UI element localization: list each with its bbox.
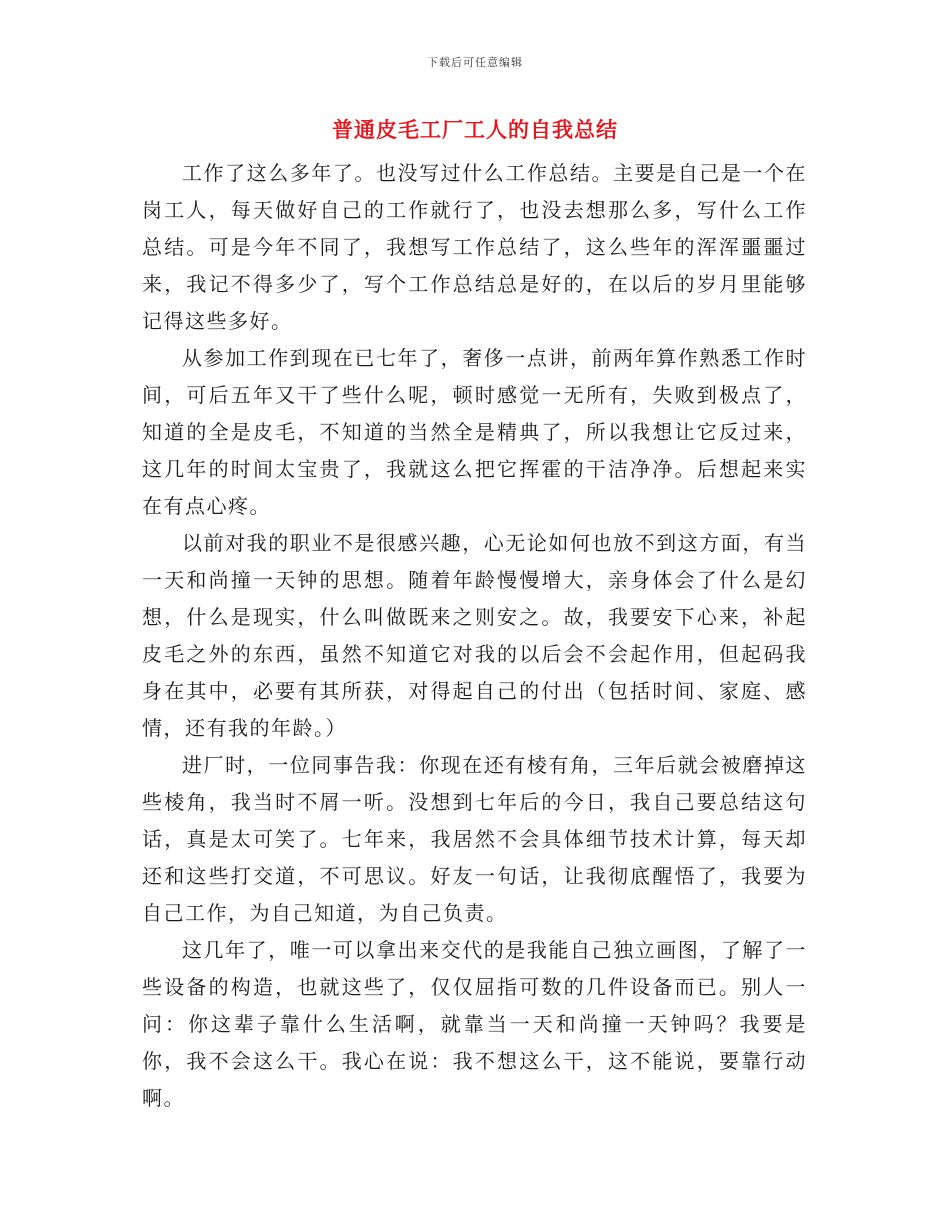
document-title: 普通皮毛工厂工人的自我总结 [332,117,618,142]
paragraph-1: 工作了这么多年了。也没写过什么工作总结。主要是自己是一个在岗工人，每天做好自己的工作就行了，也没去想那么多，写什么工作总结。可是今年不同了，我想写工作总结了，这么些年的浑浑噩噩过来，我记不得多少了，写个工作总结总是好的，在以后的岁月里能够记得这些多好。 [142,161,807,333]
paragraph-4: 进厂时，一位同事告我：你现在还有棱有角，三年后就会被磨掉这些棱角，我当时不屑一听。没想到七年后的今日，我自己要总结这句话，真是太可笑了。七年来，我居然不会具体细节技术计算，每天却还和这些打交道，不可思议。好友一句话，让我彻底醒悟了，我要为自己工作，为自己知道，为自己负责。 [142,753,807,925]
paragraph-3: 以前对我的职业不是很感兴趣，心无论如何也放不到这方面，有当一天和尚撞一天钟的思想。随着年龄慢慢增大，亲身体会了什么是幻想，什么是现实，什么叫做既来之则安之。故，我要安下心来，补起皮毛之外的东西，虽然不知道它对我的以后会不会起作用，但起码我身在其中，必要有其所获，对得起自己的付出（包括时间、家庭、感情，还有我的年龄。） [142,531,807,740]
document-body [142,155,807,1117]
paragraph-2: 从参加工作到现在已七年了，奢侈一点讲，前两年算作熟悉工作时间，可后五年又干了些什么呢，顿时感觉一无所有，失败到极点了，知道的全是皮毛，不知道的当然全是精典了，所以我想让它反过来，这几年的时间太宝贵了，我就这么把它挥霍的干洁净净。后想起来实在有点心疼。 [142,346,807,518]
page-header-note: 下载后可任意编辑 [427,56,523,69]
paragraph-5: 这几年了，唯一可以拿出来交代的是我能自己独立画图，了解了一些设备的构造，也就这些了，仅仅屈指可数的几件设备而已。别人一问：你这辈子靠什么生活啊，就靠当一天和尚撞一天钟吗？我要是你，我不会这么干。我心在说：我不想这么干，这不能说，要靠行动啊。 [142,938,807,1110]
